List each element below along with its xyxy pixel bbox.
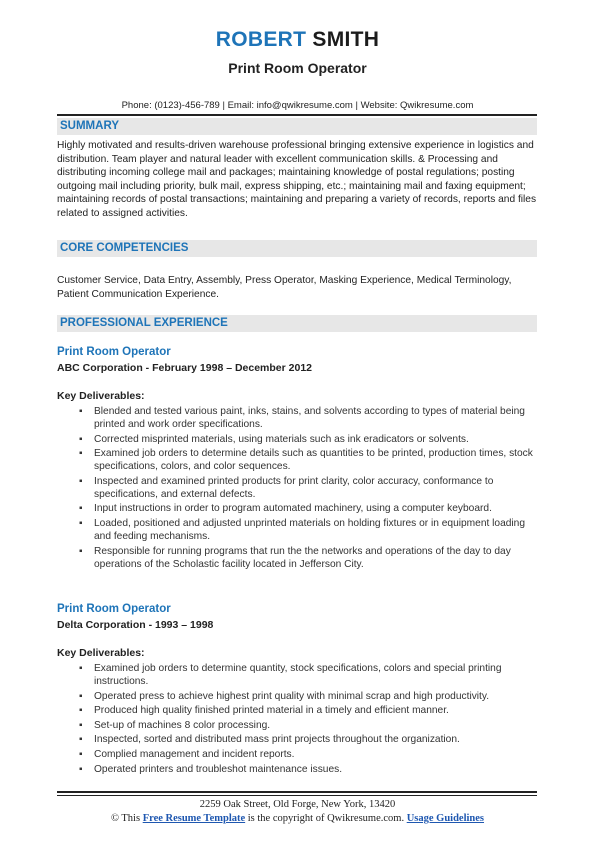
list-item: ▪ Examined job orders to determine details such as quantities to be printed, production times, stock specifications, colors, and color sequences. <box>79 448 533 473</box>
bullet-icon: ▪ <box>79 475 83 487</box>
bullet-icon: ▪ <box>79 433 83 445</box>
job-1-title: Print Room Operator <box>57 346 171 358</box>
footer-copyright <box>0 813 595 824</box>
list-item: ▪ Responsible for running programs that run the the networks and operations of the day to day operations of the Scholastic facility located in Jefferson City. <box>79 545 511 570</box>
copyright-prefix: © This <box>110 813 141 824</box>
list-item: ▪ Operated press to achieve highest print quality with minimal scrap and high productivity. <box>79 690 490 702</box>
experience-heading: PROFESSIONAL EXPERIENCE <box>57 315 537 332</box>
list-item: ▪ Loaded, positioned and adjusted unprinted materials on holding fixtures or in equipment loading and feeding mechanisms. <box>79 517 525 542</box>
bullet-icon: ▪ <box>79 763 83 775</box>
list-item: ▪ Complied management and incident reports. <box>79 748 295 760</box>
bullet-icon: ▪ <box>79 690 83 702</box>
copyright-middle: is the copyright of Qwikresume.com. <box>247 813 405 824</box>
bullet-icon: ▪ <box>79 517 83 529</box>
list-item: ▪ Produced high quality finished printed material in a timely and efficient manner. <box>79 705 449 717</box>
bullet-icon: ▪ <box>79 545 83 557</box>
candidate-name <box>0 28 595 52</box>
job-title-heading: Print Room Operator <box>228 60 367 76</box>
footer-address: 2259 Oak Street, Old Forge, New York, 13420 <box>199 799 396 810</box>
job-2-bullet-list <box>57 662 539 777</box>
job-2-title: Print Room Operator <box>57 603 171 615</box>
job-1-company: ABC Corporation - February 1998 – December 2012 <box>57 362 313 374</box>
summary-heading: SUMMARY <box>57 118 537 135</box>
list-item: ▪ Set-up of machines 8 color processing. <box>79 719 271 731</box>
summary-text: Highly motivated and results-driven warehouse professional bringing extensive experience in logistics and distribution. Team player and natural leader with excellent communication skills. & Processing and distributing incoming college mail and packages; maintaining knowledge of postal regulations; posting outgoing mail including priority, bulk mail, express shipping, etc.; maintaining mail and faxing equipment; maintaining records of postal transactions; maintaining and preparing a variety of records, reports and files related to assigned activities. <box>57 140 537 219</box>
job-1-deliverables-label: Key Deliverables: <box>57 390 145 402</box>
bullet-icon: ▪ <box>79 503 83 515</box>
list-item: ▪ Examined job orders to determine quantity, stock specifications, colors and special printing instructions. <box>79 663 502 687</box>
list-item: ▪ Inspected and examined printed products for print clarity, color accuracy, conformance to specifications, and external defects. <box>79 475 494 500</box>
first-name: ROBERT <box>215 28 307 51</box>
bullet-icon: ▪ <box>79 663 83 674</box>
free-resume-template-link[interactable]: Free Resume Template <box>142 813 246 824</box>
bullet-icon: ▪ <box>79 748 83 760</box>
job-1-bullet-list <box>57 405 539 572</box>
job-2-deliverables-label: Key Deliverables: <box>57 647 145 659</box>
bullet-icon: ▪ <box>79 734 83 746</box>
bullet-icon: ▪ <box>79 705 83 717</box>
list-item: ▪ Inspected, sorted and distributed mass print projects throughout the organization. <box>79 734 460 746</box>
bullet-icon: ▪ <box>79 448 83 460</box>
list-item: ▪ Corrected misprinted materials, using materials such as ink eradicators or solvents. <box>79 433 469 445</box>
list-item: ▪ Input instructions in order to program automated machinery, using a computer keyboard. <box>79 503 492 515</box>
bullet-icon: ▪ <box>79 719 83 731</box>
header-divider <box>57 114 537 116</box>
footer-divider-thin <box>57 795 537 796</box>
list-item: ▪ Blended and tested various paint, inks, stains, and solvents according to types of material being printed and work order specifications. <box>79 406 525 430</box>
bullet-icon: ▪ <box>79 406 83 417</box>
usage-guidelines-link[interactable]: Usage Guidelines <box>406 813 485 824</box>
last-name: SMITH <box>312 28 380 51</box>
footer-divider-thick <box>57 791 537 793</box>
contact-line: Phone: (0123)-456-789 | Email: info@qwikresume.com | Website: Qwikresume.com <box>121 100 474 111</box>
list-item: ▪ Operated printers and troubleshot maintenance issues. <box>79 763 343 775</box>
competencies-heading: CORE COMPETENCIES <box>57 240 537 257</box>
job-2-company: Delta Corporation - 1993 – 1998 <box>57 619 214 631</box>
competencies-text: Customer Service, Data Entry, Assembly, Press Operator, Masking Experience, Medical Terminology, Patient Communication Experience. <box>57 275 512 300</box>
